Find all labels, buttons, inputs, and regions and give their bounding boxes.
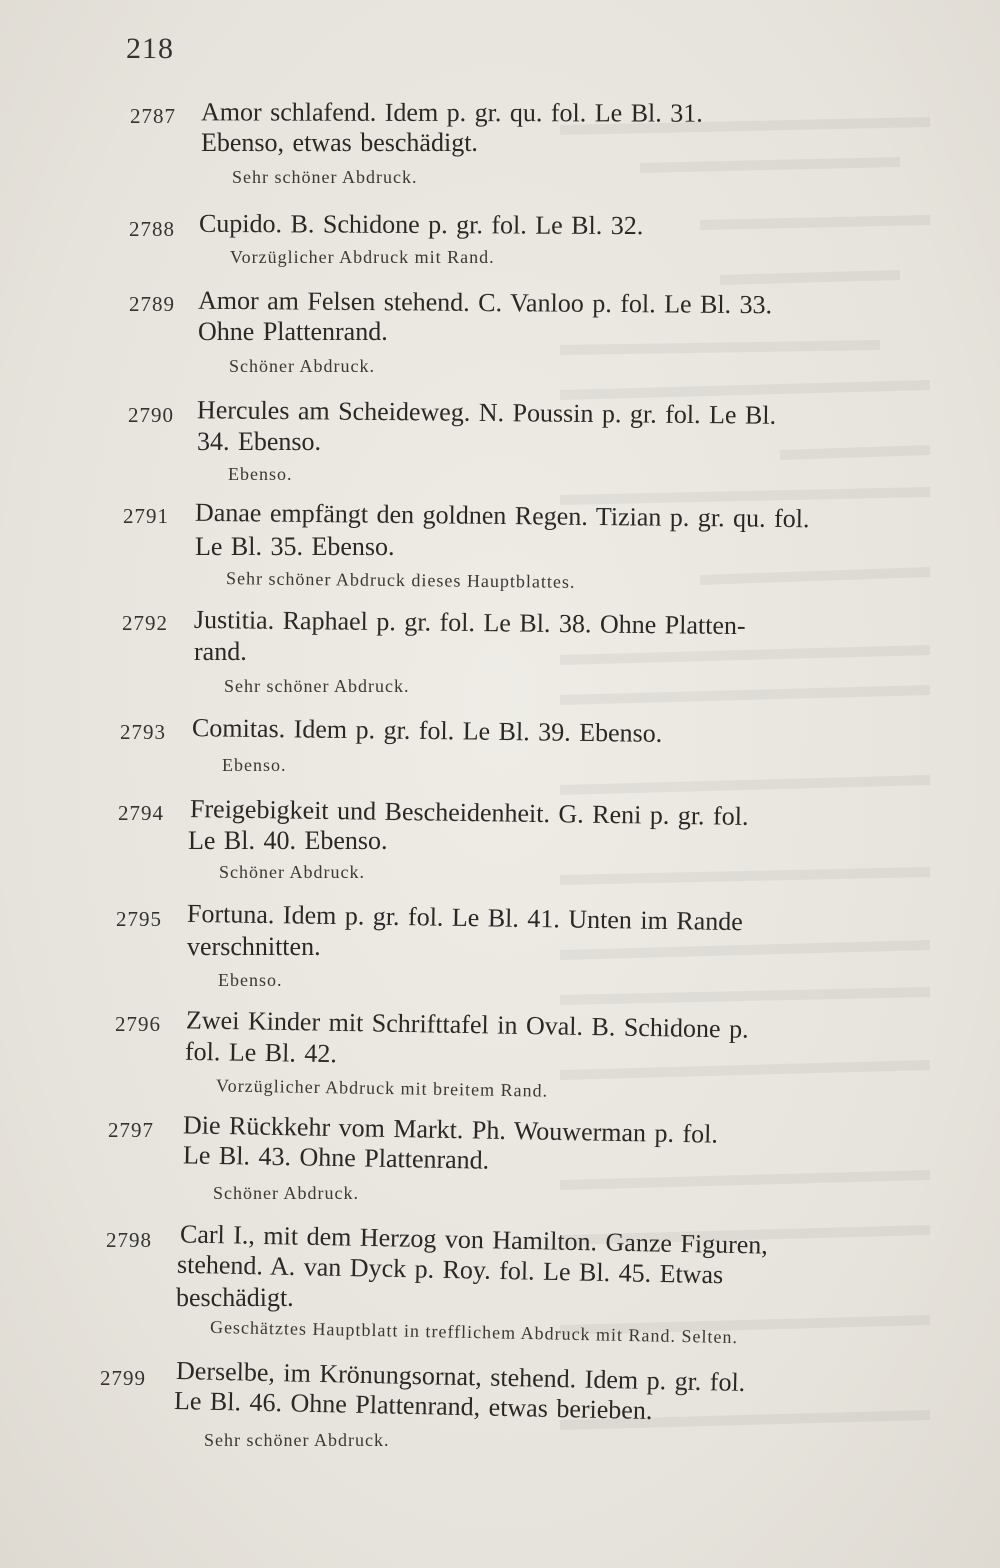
entry-description: Danae empfängt den goldnen Regen. Tizian p. gr. qu. fol. <box>194 497 810 534</box>
entry-description: Carl I., mit dem Herzog von Hamilton. Ganze Figuren, <box>179 1219 769 1260</box>
entry-number: 2787 <box>130 104 176 128</box>
entry-note: Vorzüglicher Abdruck mit Rand. <box>230 247 495 267</box>
entry-description: Derselbe, im Krönungsornat, stehend. Idem p. gr. fol. <box>175 1356 746 1397</box>
entry-description: Amor schlafend. Idem p. gr. qu. fol. Le Bl. 31. <box>200 97 703 128</box>
entry-description: fol. Le Bl. 42. <box>184 1036 338 1069</box>
entry-number: 2793 <box>120 720 166 744</box>
entry-number: 2795 <box>116 907 162 931</box>
entry-note: Sehr schöner Abdruck. <box>204 1430 390 1450</box>
entry-description: Hercules am Scheideweg. N. Poussin p. gr. fol. Le Bl. <box>196 395 777 430</box>
entry-note: Schöner Abdruck. <box>229 356 375 376</box>
entry-description: Justitia. Raphael p. gr. fol. Le Bl. 38. Ohne Platten- <box>193 604 746 641</box>
entry-number: 2798 <box>106 1228 152 1252</box>
entry-description: Ohne Plattenrand. <box>198 317 388 346</box>
entry-description: Die Rückkehr vom Markt. Ph. Wouwerman p. fol. <box>182 1110 719 1149</box>
entry-number: 2788 <box>129 217 175 241</box>
entry-number: 2797 <box>108 1118 154 1142</box>
entry-description: Le Bl. 46. Ohne Plattenrand, etwas berieben. <box>173 1385 653 1426</box>
entry-note: Schöner Abdruck. <box>219 862 365 882</box>
entry-note: Sehr schöner Abdruck. <box>224 676 410 696</box>
entry-note: Ebenso. <box>228 464 293 484</box>
entry-description: Le Bl. 40. Ebenso. <box>188 826 388 855</box>
entry-note: Vorzüglicher Abdruck mit breitem Rand. <box>215 1075 549 1101</box>
entry-description: verschnitten. <box>187 932 321 961</box>
entry-note: Ebenso. <box>222 755 287 775</box>
entry-description: Zwei Kinder mit Schrifttafel in Oval. B. Schidone p. <box>185 1005 749 1044</box>
entry-description: Le Bl. 43. Ohne Plattenrand. <box>182 1140 490 1175</box>
entry-description: Fortuna. Idem p. gr. fol. Le Bl. 41. Unten im Rande <box>186 898 744 937</box>
entry-description: Amor am Felsen stehend. C. Vanloo p. fol. Le Bl. 33. <box>197 285 773 320</box>
entry-number: 2791 <box>123 504 169 528</box>
entry-description: Freigebigkeit und Bescheidenheit. G. Reni p. gr. fol. <box>189 794 749 831</box>
entry-description: beschädigt. <box>176 1283 294 1312</box>
entry-number: 2790 <box>128 403 174 427</box>
entry-note: Geschätztes Hauptblatt in trefflichem Abdruck mit Rand. Selten. <box>209 1316 739 1348</box>
entry-note: Sehr schöner Abdruck. <box>232 167 418 187</box>
entry-number: 2794 <box>118 801 164 825</box>
entry-description: 34. Ebenso. <box>197 427 322 456</box>
entry-description: Ebenso, etwas beschädigt. <box>201 128 478 157</box>
entry-description: Le Bl. 35. Ebenso. <box>195 532 395 561</box>
entry-note: Sehr schöner Abdruck dieses Hauptblattes. <box>225 568 576 592</box>
page-number: 218 <box>126 32 174 65</box>
entry-number: 2789 <box>129 292 175 316</box>
entry-description: Cupido. B. Schidone p. gr. fol. Le Bl. 32. <box>198 208 644 241</box>
entry-description: rand. <box>194 637 247 666</box>
entry-number: 2796 <box>115 1012 161 1036</box>
entry-note: Schöner Abdruck. <box>213 1183 359 1203</box>
entry-description: Comitas. Idem p. gr. fol. Le Bl. 39. Ebenso. <box>191 713 663 748</box>
entry-number: 2799 <box>100 1366 146 1390</box>
entry-note: Ebenso. <box>218 970 283 990</box>
entry-number: 2792 <box>122 611 168 635</box>
entry-description: stehend. A. van Dyck p. Roy. fol. Le Bl. 45. Etwas <box>176 1249 724 1290</box>
